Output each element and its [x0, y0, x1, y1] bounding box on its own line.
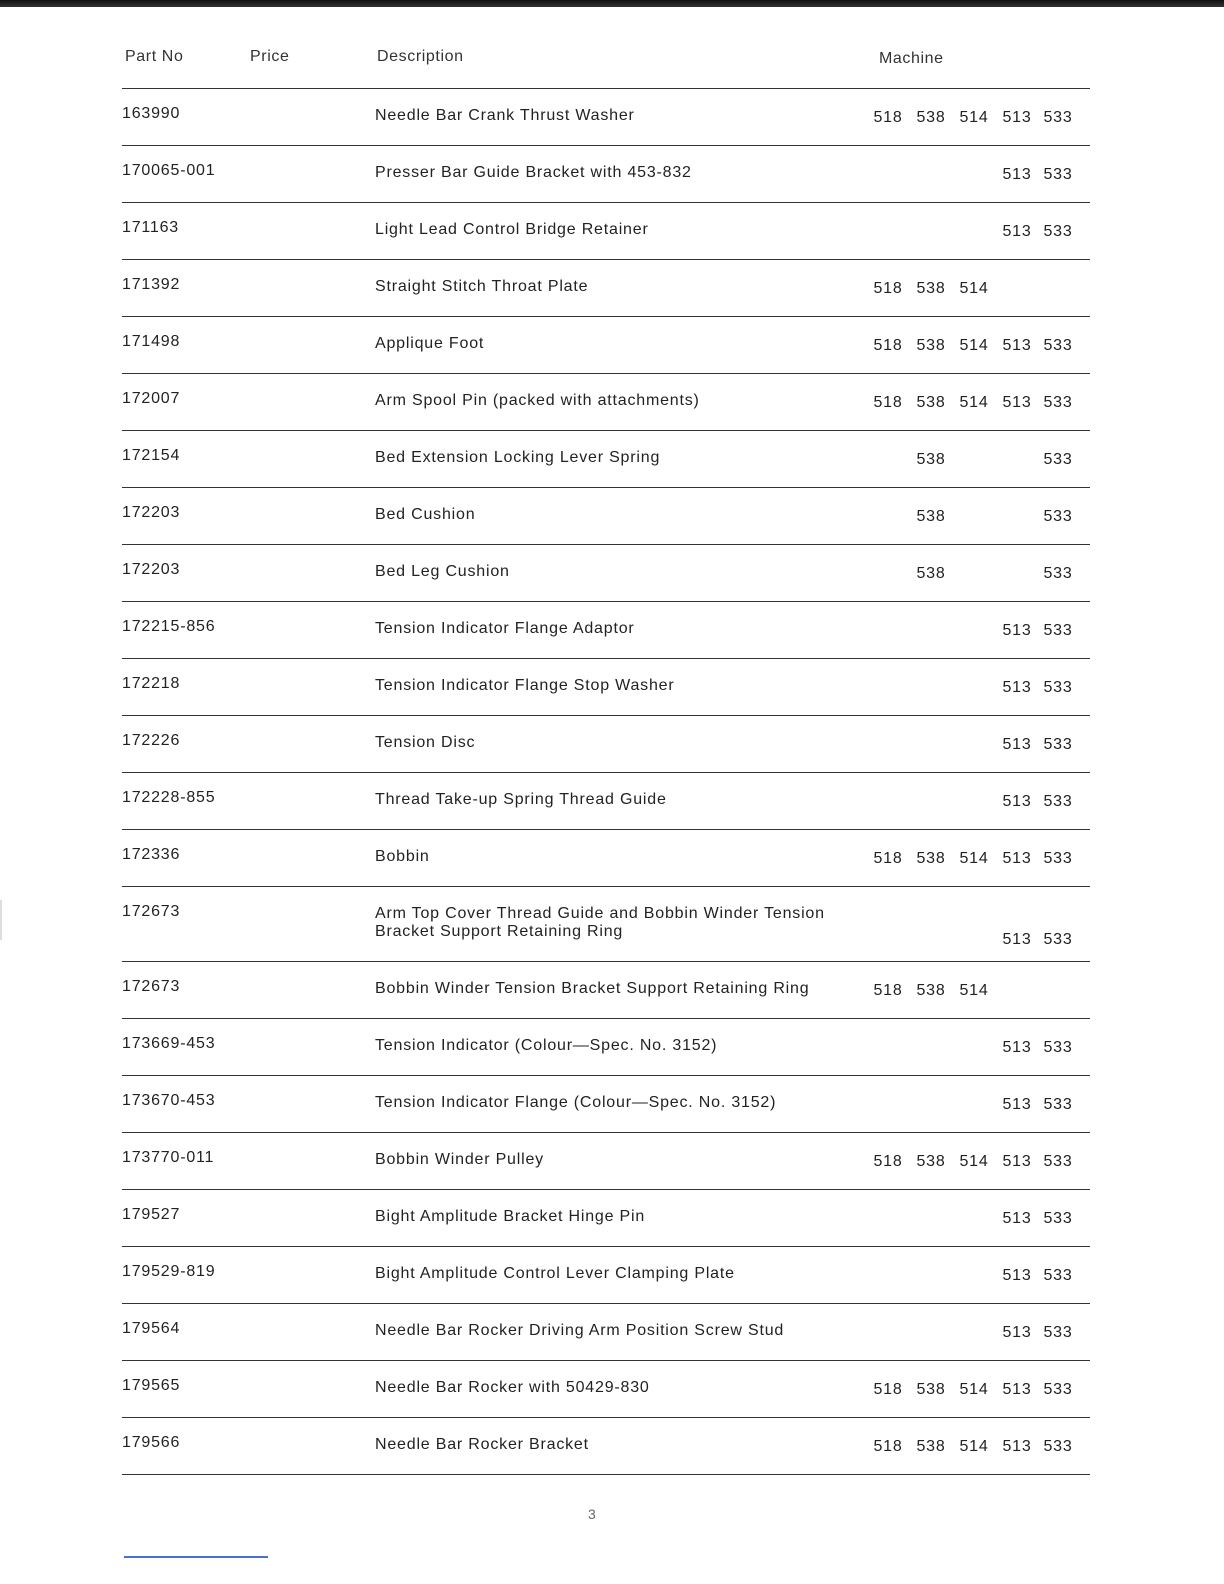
- machine-list: [862, 337, 1082, 357]
- scan-edge-mark: [0, 900, 2, 940]
- table-row: [122, 716, 1090, 773]
- machine-model: 538: [916, 109, 946, 126]
- machine-model: 513: [1002, 1267, 1032, 1284]
- machine-list: [862, 931, 1082, 951]
- table-row: [122, 1133, 1090, 1190]
- part-description: Arm Spool Pin (packed with attachments): [375, 392, 700, 409]
- part-description: Tension Indicator Flange Adaptor: [375, 620, 635, 637]
- part-description: Bed Leg Cushion: [375, 563, 510, 580]
- machine-list: [862, 1153, 1082, 1173]
- header-description: Description: [377, 48, 464, 65]
- machine-model: 538: [916, 280, 946, 297]
- footer-rule: [124, 1556, 268, 1558]
- machine-model: 513: [1002, 1153, 1032, 1170]
- part-number: 172673: [122, 903, 181, 920]
- machine-model: 518: [873, 280, 903, 297]
- part-number: 179529-819: [122, 1263, 216, 1280]
- part-description: Bed Extension Locking Lever Spring: [375, 449, 661, 466]
- part-number: 179565: [122, 1377, 181, 1394]
- machine-model: 513: [1002, 1096, 1032, 1113]
- machine-model: 513: [1002, 793, 1032, 810]
- machine-model: 514: [959, 1153, 989, 1170]
- machine-model: 513: [1002, 337, 1032, 354]
- table-row: [122, 830, 1090, 887]
- machine-model: 518: [873, 109, 903, 126]
- table-row: [122, 659, 1090, 716]
- machine-model: 538: [916, 394, 946, 411]
- machine-model: 518: [873, 850, 903, 867]
- machine-model: 514: [959, 1438, 989, 1455]
- machine-model: 538: [916, 850, 946, 867]
- machine-model: 513: [1002, 1039, 1032, 1056]
- machine-model: 533: [1043, 1267, 1073, 1284]
- machine-list: [862, 1267, 1082, 1287]
- machine-model: 533: [1043, 565, 1073, 582]
- machine-model: 538: [916, 1381, 946, 1398]
- table-row: [122, 887, 1090, 962]
- machine-model: 518: [873, 394, 903, 411]
- machine-list: [862, 793, 1082, 813]
- machine-list: [862, 565, 1082, 585]
- part-description: Bobbin Winder Tension Bracket Support Retaining Ring: [375, 980, 810, 997]
- machine-model: 518: [873, 337, 903, 354]
- part-description: Tension Indicator (Colour—Spec. No. 3152): [375, 1037, 718, 1054]
- machine-model: 513: [1002, 850, 1032, 867]
- part-number: 172228-855: [122, 789, 216, 806]
- machine-list: [862, 109, 1082, 129]
- machine-list: [862, 1324, 1082, 1344]
- part-number: 172215-856: [122, 618, 216, 635]
- part-description: Tension Disc: [375, 734, 476, 751]
- machine-model: 513: [1002, 1381, 1032, 1398]
- machine-model: 514: [959, 280, 989, 297]
- table-row: [122, 1019, 1090, 1076]
- part-description: Light Lead Control Bridge Retainer: [375, 221, 649, 238]
- part-number: 172226: [122, 732, 181, 749]
- machine-model: 538: [916, 337, 946, 354]
- part-number: 173770-011: [122, 1149, 215, 1166]
- machine-model: 514: [959, 109, 989, 126]
- machine-model: 513: [1002, 394, 1032, 411]
- machine-model: 514: [959, 337, 989, 354]
- page-number: 3: [588, 1506, 596, 1522]
- part-number: 170065-001: [122, 162, 216, 179]
- part-number: 173670-453: [122, 1092, 216, 1109]
- machine-list: [862, 223, 1082, 243]
- part-number: 179527: [122, 1206, 181, 1223]
- machine-list: [862, 280, 1082, 300]
- part-description: Needle Bar Rocker Bracket: [375, 1436, 589, 1453]
- header-price: Price: [250, 48, 290, 65]
- machine-list: [862, 1096, 1082, 1116]
- table-row: [122, 317, 1090, 374]
- table-header: [122, 44, 1090, 88]
- part-description: Needle Bar Rocker with 50429-830: [375, 1379, 650, 1396]
- part-description: Needle Bar Crank Thrust Washer: [375, 107, 635, 124]
- table-row: [122, 146, 1090, 203]
- header-part-no: Part No: [125, 48, 184, 65]
- machine-model: 518: [873, 1381, 903, 1398]
- machine-model: 533: [1043, 223, 1073, 240]
- part-number: 172203: [122, 504, 181, 521]
- part-description: Bobbin Winder Pulley: [375, 1151, 544, 1168]
- table-row: [122, 1418, 1090, 1475]
- table-row: [122, 431, 1090, 488]
- machine-model: 514: [959, 850, 989, 867]
- part-number: 171498: [122, 333, 181, 350]
- machine-list: [862, 1039, 1082, 1059]
- machine-model: 518: [873, 982, 903, 999]
- machine-model: 533: [1043, 1381, 1073, 1398]
- part-description: Presser Bar Guide Bracket with 453-832: [375, 164, 692, 181]
- machine-model: 514: [959, 982, 989, 999]
- machine-model: 513: [1002, 931, 1032, 948]
- table-row: [122, 1076, 1090, 1133]
- machine-model: 538: [916, 982, 946, 999]
- part-number: 172218: [122, 675, 181, 692]
- machine-list: [862, 166, 1082, 186]
- machine-model: 513: [1002, 622, 1032, 639]
- part-number: 179566: [122, 1434, 181, 1451]
- machine-list: [862, 451, 1082, 471]
- part-number: 171163: [122, 219, 180, 236]
- machine-model: 513: [1002, 109, 1032, 126]
- machine-model: 533: [1043, 1039, 1073, 1056]
- part-number: 172154: [122, 447, 181, 464]
- machine-model: 533: [1043, 931, 1073, 948]
- part-number: 163990: [122, 105, 181, 122]
- machine-model: 533: [1043, 679, 1073, 696]
- machine-model: 513: [1002, 166, 1032, 183]
- table-row: [122, 260, 1090, 317]
- part-number: 172007: [122, 390, 181, 407]
- machine-model: 538: [916, 1438, 946, 1455]
- part-description: Bight Amplitude Bracket Hinge Pin: [375, 1208, 646, 1225]
- machine-model: 538: [916, 451, 946, 468]
- machine-model: 533: [1043, 622, 1073, 639]
- machine-model: 513: [1002, 1438, 1032, 1455]
- table-row: [122, 545, 1090, 602]
- machine-model: 513: [1002, 1210, 1032, 1227]
- table-row: [122, 1361, 1090, 1418]
- machine-model: 513: [1002, 223, 1032, 240]
- part-number: 171392: [122, 276, 181, 293]
- machine-model: 533: [1043, 736, 1073, 753]
- parts-list: [122, 44, 1090, 1475]
- machine-model: 513: [1002, 679, 1032, 696]
- machine-model: 533: [1043, 1096, 1073, 1113]
- parts-rows: [122, 89, 1090, 1475]
- machine-model: 538: [916, 1153, 946, 1170]
- machine-model: 533: [1043, 793, 1073, 810]
- machine-model: 518: [873, 1438, 903, 1455]
- machine-list: [862, 622, 1082, 642]
- machine-list: [862, 982, 1082, 1002]
- part-description: Tension Indicator Flange (Colour—Spec. No. 3152): [375, 1094, 777, 1111]
- part-number: 173669-453: [122, 1035, 216, 1052]
- machine-list: [862, 1438, 1082, 1458]
- scan-top-edge: [0, 0, 1224, 7]
- table-row: [122, 1304, 1090, 1361]
- part-description: Needle Bar Rocker Driving Arm Position Screw Stud: [375, 1322, 785, 1339]
- machine-model: 533: [1043, 1210, 1073, 1227]
- machine-model: 533: [1043, 109, 1073, 126]
- part-description: Thread Take-up Spring Thread Guide: [375, 791, 667, 808]
- part-description: Arm Top Cover Thread Guide and Bobbin Winder Tension Bracket Support Retaining Ring: [375, 905, 825, 940]
- machine-model: 533: [1043, 394, 1073, 411]
- table-row: [122, 374, 1090, 431]
- part-description: Bight Amplitude Control Lever Clamping Plate: [375, 1265, 735, 1282]
- machine-model: 533: [1043, 451, 1073, 468]
- part-number: 172673: [122, 978, 181, 995]
- machine-model: 538: [916, 565, 946, 582]
- table-row: [122, 89, 1090, 146]
- machine-model: 513: [1002, 1324, 1032, 1341]
- header-machine: Machine: [879, 50, 944, 67]
- machine-list: [862, 679, 1082, 699]
- machine-list: [862, 1210, 1082, 1230]
- part-description: Tension Indicator Flange Stop Washer: [375, 677, 675, 694]
- part-description: Bobbin: [375, 848, 430, 865]
- machine-model: 514: [959, 394, 989, 411]
- machine-list: [862, 508, 1082, 528]
- table-row: [122, 602, 1090, 659]
- machine-list: [862, 736, 1082, 756]
- part-description: Straight Stitch Throat Plate: [375, 278, 589, 295]
- table-row: [122, 773, 1090, 830]
- part-number: 172203: [122, 561, 181, 578]
- machine-model: 533: [1043, 166, 1073, 183]
- table-row: [122, 488, 1090, 545]
- machine-model: 518: [873, 1153, 903, 1170]
- part-number: 172336: [122, 846, 181, 863]
- table-row: [122, 203, 1090, 260]
- machine-model: 533: [1043, 1438, 1073, 1455]
- machine-model: 533: [1043, 337, 1073, 354]
- machine-model: 533: [1043, 508, 1073, 525]
- machine-list: [862, 1381, 1082, 1401]
- table-row: [122, 1190, 1090, 1247]
- machine-model: 538: [916, 508, 946, 525]
- machine-list: [862, 850, 1082, 870]
- table-row: [122, 962, 1090, 1019]
- machine-model: 533: [1043, 1153, 1073, 1170]
- part-number: 179564: [122, 1320, 181, 1337]
- machine-model: 533: [1043, 850, 1073, 867]
- machine-model: 513: [1002, 736, 1032, 753]
- part-description: Applique Foot: [375, 335, 485, 352]
- table-row: [122, 1247, 1090, 1304]
- machine-list: [862, 394, 1082, 414]
- machine-model: 514: [959, 1381, 989, 1398]
- machine-model: 533: [1043, 1324, 1073, 1341]
- part-description: Bed Cushion: [375, 506, 476, 523]
